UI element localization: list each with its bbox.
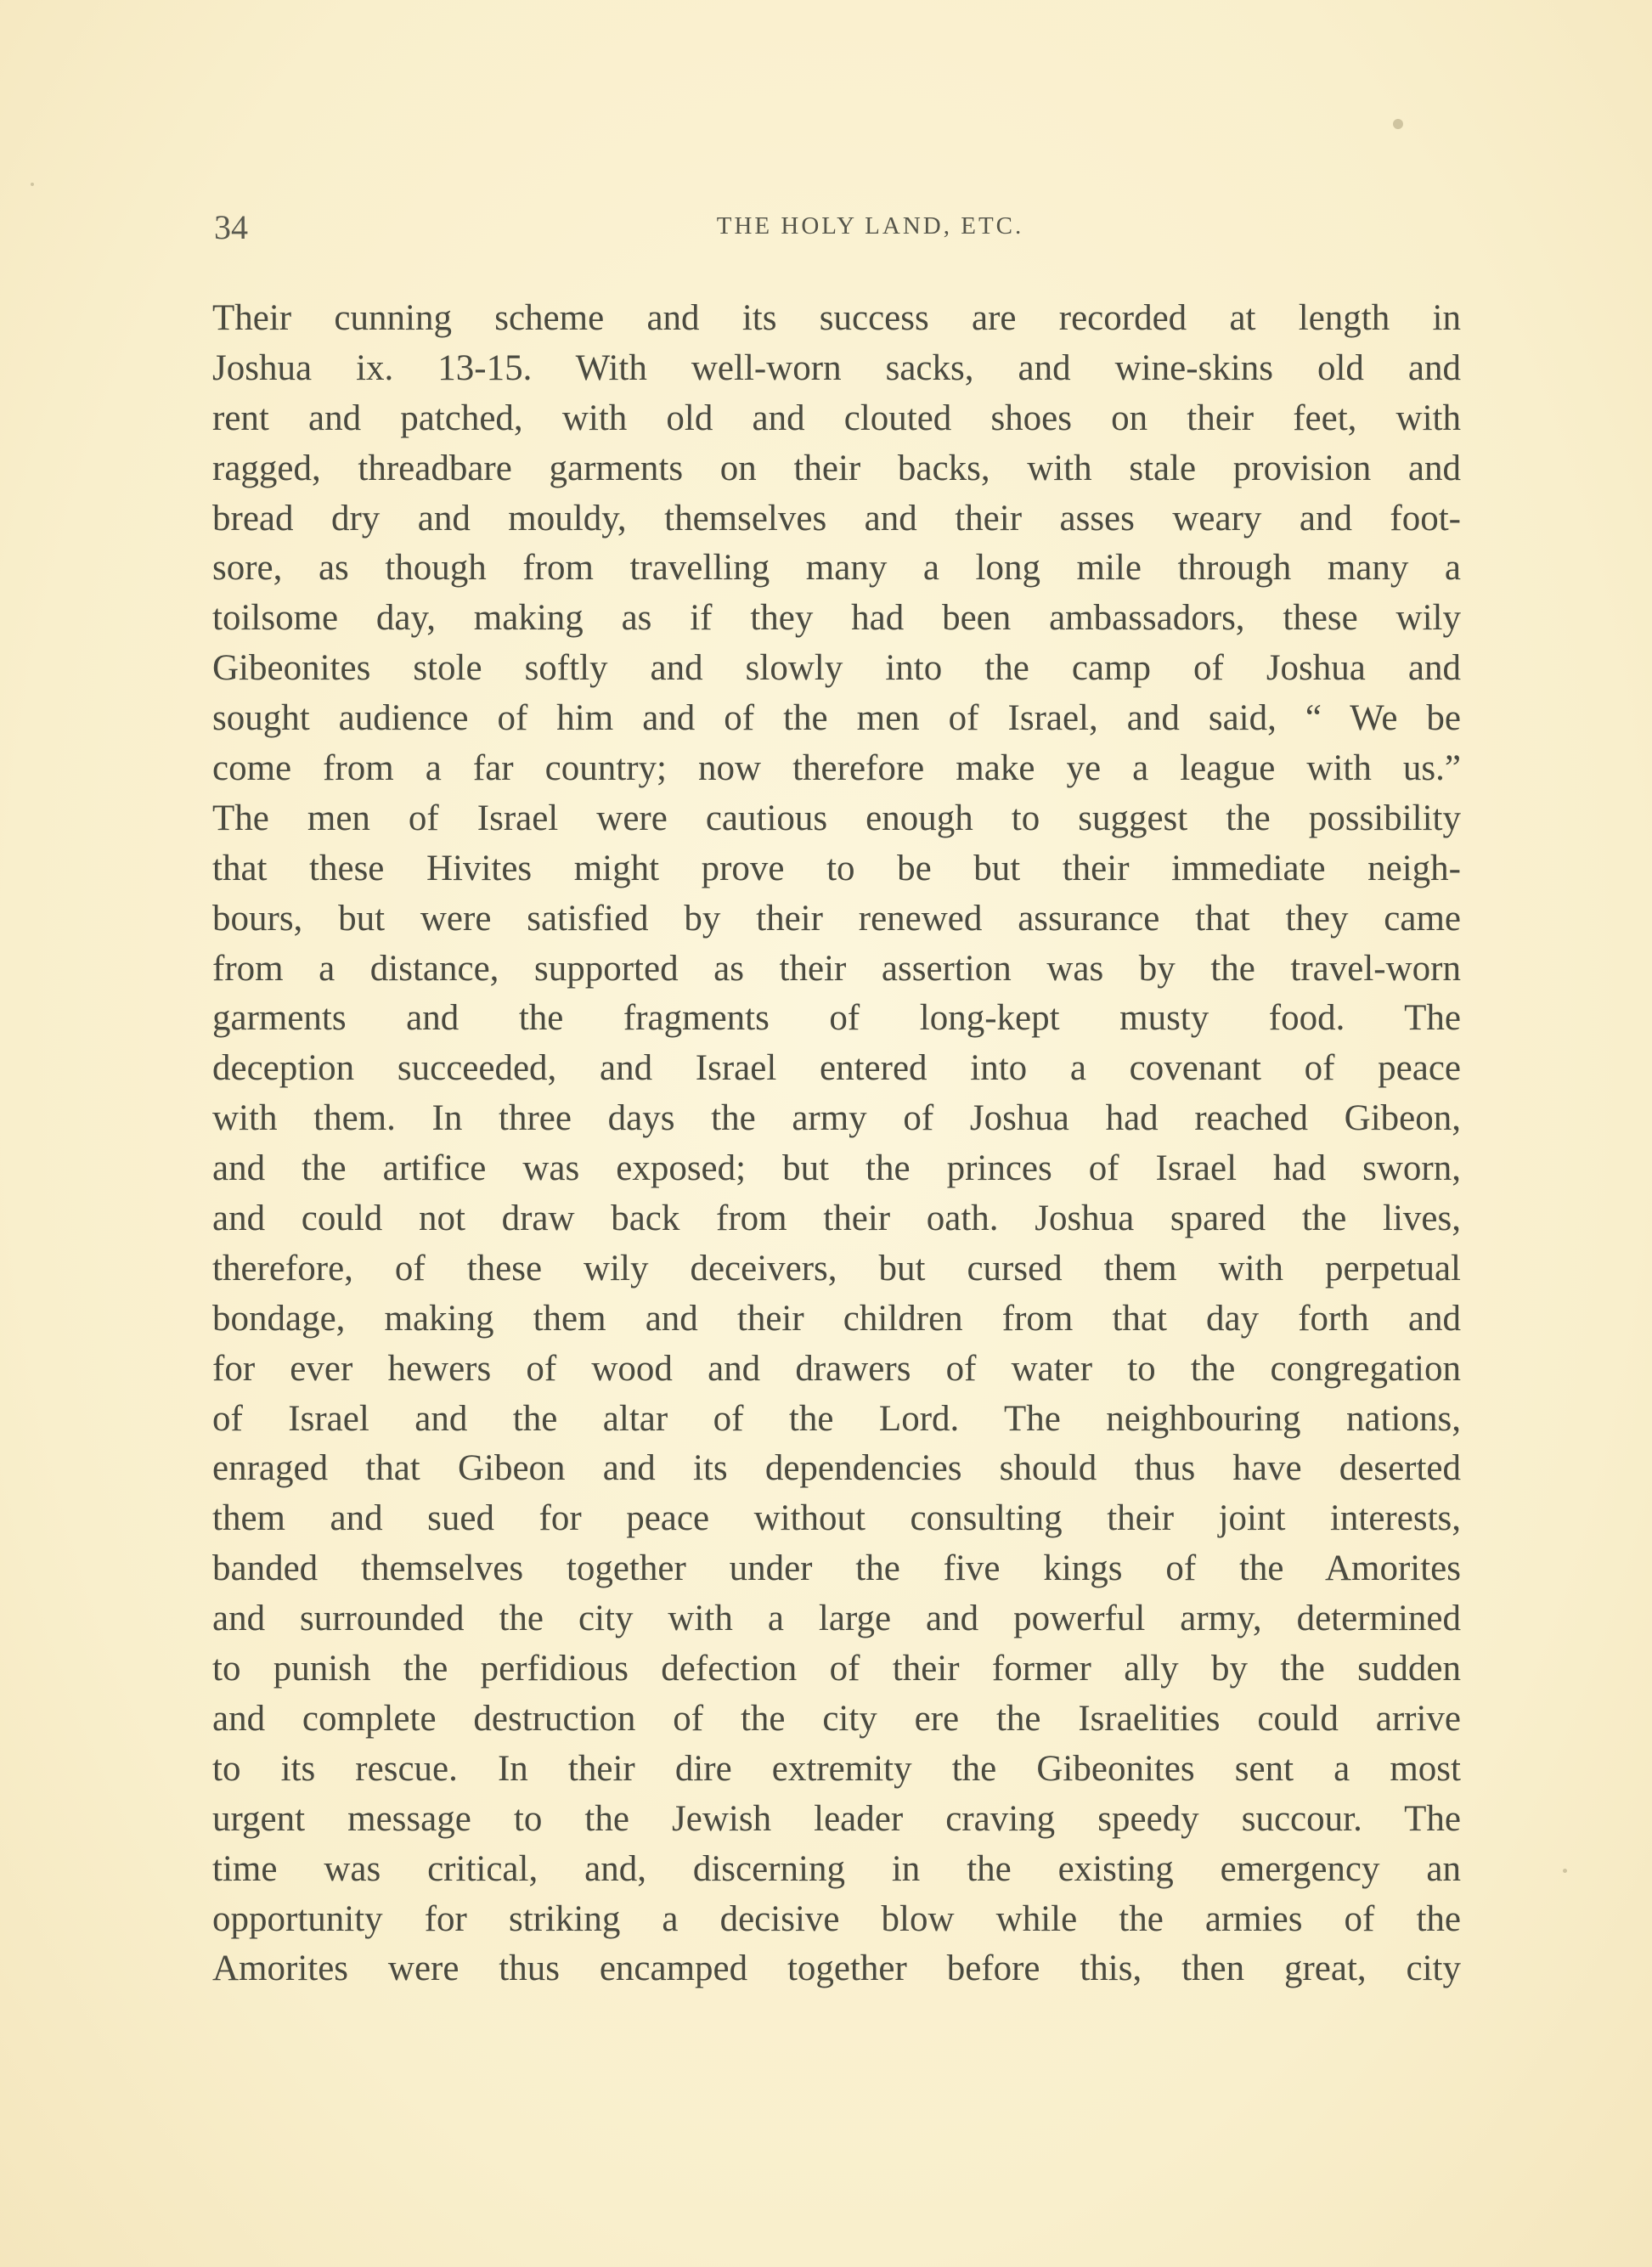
text-line: opportunity for striking a decisive blow while the armies of the <box>212 1898 1461 1939</box>
text-line: and complete destruction of the city ere the Israelities could arrive <box>212 1698 1461 1739</box>
text-line: time was critical, and, discerning in the existing emergency an <box>212 1848 1461 1889</box>
text-line: deception succeeded, and Israel entered into a covenant of peace <box>212 1048 1461 1089</box>
text-line: bondage, making them and their children from that day forth and <box>212 1298 1461 1339</box>
text-line: therefore, of these wily deceivers, but cursed them with perpetual <box>212 1248 1461 1289</box>
text-line: to its rescue. In their dire extremity the Gibeonites sent a most <box>212 1748 1461 1789</box>
page-number: 34 <box>214 208 248 246</box>
text-line: garments and the fragments of long-kept musty food. The <box>212 998 1461 1039</box>
text-line: that these Hivites might prove to be but their immediate neigh- <box>212 848 1461 888</box>
text-line: Their cunning scheme and its success are recorded at length in <box>212 298 1461 338</box>
text-line: Amorites were thus encamped together before this, then great, city <box>212 1948 1461 1989</box>
text-line: sought audience of him and of the men of Israel, and said, “ We be <box>212 698 1461 739</box>
text-line: urgent message to the Jewish leader craving speedy succour. The <box>212 1798 1461 1839</box>
text-line: and could not draw back from their oath. Joshua spared the lives, <box>212 1198 1461 1239</box>
text-line: rent and patched, with old and clouted shoes on their feet, with <box>212 398 1461 438</box>
body-text <box>212 294 1461 1994</box>
text-line: for ever hewers of wood and drawers of water to the congregation <box>212 1348 1461 1389</box>
text-line: Joshua ix. 13-15. With well-worn sacks, and wine-skins old and <box>212 347 1461 388</box>
text-line: Gibeonites stole softly and slowly into the camp of Joshua and <box>212 648 1461 689</box>
text-line: them and sued for peace without consulting their joint interests, <box>212 1498 1461 1539</box>
running-head <box>214 207 1458 250</box>
paper-speck <box>1563 1869 1567 1873</box>
text-line: banded themselves together under the five kings of the Amorites <box>212 1548 1461 1589</box>
running-title: THE HOLY LAND, ETC. <box>716 212 1024 240</box>
text-line: bread dry and mouldy, themselves and their asses weary and foot- <box>212 498 1461 539</box>
text-line: The men of Israel were cautious enough to suggest the possibility <box>212 798 1461 838</box>
text-line: enraged that Gibeon and its dependencies should thus have deserted <box>212 1448 1461 1489</box>
paper-speck <box>31 183 34 186</box>
text-line: come from a far country; now therefore make ye a league with us.” <box>212 748 1461 789</box>
text-line: with them. In three days the army of Joshua had reached Gibeon, <box>212 1098 1461 1139</box>
text-line: of Israel and the altar of the Lord. The neighbouring nations, <box>212 1398 1461 1439</box>
text-line: and surrounded the city with a large and powerful army, determined <box>212 1599 1461 1639</box>
text-line: bours, but were satisfied by their renewed assurance that they came <box>212 898 1461 939</box>
text-line: sore, as though from travelling many a long mile through many a <box>212 548 1461 589</box>
paper-speck <box>1393 119 1403 129</box>
text-line: ragged, threadbare garments on their backs, with stale provision and <box>212 448 1461 488</box>
text-line: and the artifice was exposed; but the princes of Israel had sworn, <box>212 1148 1461 1189</box>
text-line: to punish the perfidious defection of their former ally by the sudden <box>212 1649 1461 1689</box>
text-line: from a distance, supported as their assertion was by the travel-worn <box>212 948 1461 989</box>
text-line: toilsome day, making as if they had been ambassadors, these wily <box>212 598 1461 639</box>
